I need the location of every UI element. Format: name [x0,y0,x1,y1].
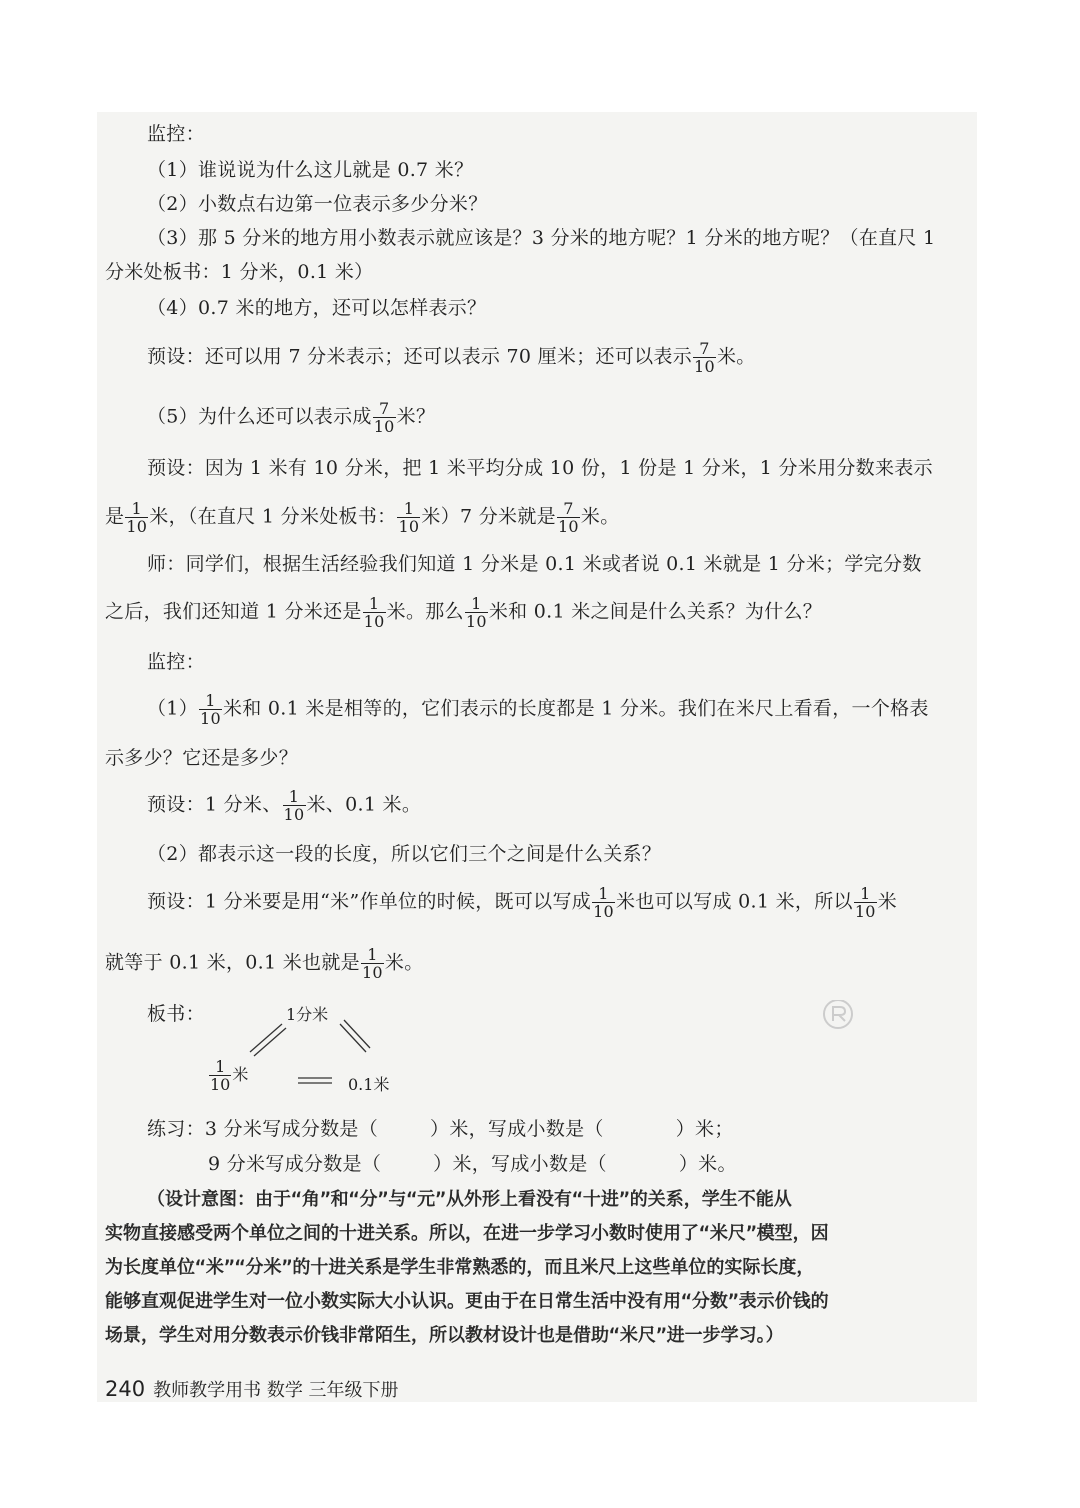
exercise-2-text-b: ）米，写成小数是（ [433,1153,607,1175]
question-5 [147,400,1007,435]
fraction-numerator: 1 [288,787,300,806]
book-title: 教师教学用书 数学 三年级下册 [153,1380,399,1401]
monitor-1-text-b: 米和 0.1 米是相等的，它们表示的长度都是 1 分米。我们在米尺上看看，一个格表 [222,697,929,720]
fraction-numerator: 1 [131,499,143,518]
fraction-1-10 [283,788,306,823]
exercise-1-text-c: ）米； [675,1118,734,1140]
question-4: （4）0.7 米的地方，还可以怎样表示？ [147,297,487,319]
board-left-unit: 米 [232,1065,249,1084]
fraction-1-10 [465,595,488,630]
fraction-denominator: 10 [398,517,420,536]
teacher-text-a: 之后，我们还知道 1 分米还是 [105,600,362,623]
preset-1 [147,340,1007,375]
fraction-1-10 [209,1058,231,1093]
preset-2-text-a: 是 [105,505,125,528]
teacher-text-b: 米。那么 [386,600,464,623]
exercise-1-text-a: 练习：3 分米写成分数是（ [147,1118,379,1140]
teacher-line-2 [105,595,965,630]
fraction-denominator: 10 [210,1075,231,1094]
board-right-label: 0.1米 [348,1075,390,1094]
registered-watermark-icon [780,1000,880,1060]
fraction-7-10 [557,500,580,535]
preset-2-text-b: 米，（在直尺 1 分米处板书： [149,505,397,528]
preset-2-line-1: 预设：因为 1 米有 10 分米，把 1 米平均分成 10 份，1 份是 1 分米，1 分米用分数来表示 [147,457,933,479]
preset-4-text-a: 预设：1 分米要是用“米”作单位的时候，既可以写成 [147,890,592,913]
fraction-denominator: 10 [283,805,305,824]
exercise-1 [147,1117,1007,1141]
preset-4-text-e: 米。 [384,951,424,974]
fraction-numerator: 7 [378,399,390,418]
design-intent-line-1: （设计意图：由于“角”和“分”与“元”从外形上看没有“十进”的关系，学生不能从 [147,1189,792,1210]
fraction-numerator: 1 [367,945,378,964]
fraction-numerator: 1 [368,594,380,613]
monitor-answer-1-line-2: 示多少？它还是多少？ [105,747,299,769]
fraction-denominator: 10 [593,902,615,921]
exercise-2-text-c: ）米。 [678,1153,737,1175]
board-left-fraction [208,1058,248,1093]
fraction-denominator: 10 [557,517,579,536]
fraction-denominator: 10 [694,357,715,376]
question-5-text-b: 米？ [396,405,436,428]
fraction-denominator: 10 [200,709,221,728]
monitor-1-text-a: （1） [147,697,198,720]
preset-4-line-1 [147,885,1007,920]
fraction-numerator: 1 [471,594,482,613]
question-3-line-1: （3）那 5 分米的地方用小数表示就应该是？3 分米的地方呢？1 分米的地方呢？（在直尺 1 [147,227,936,249]
fraction-1-10 [592,885,615,920]
preset-2-text-d: 米。 [580,505,620,528]
fraction-numerator: 1 [860,884,871,903]
fraction-7-10 [693,340,716,375]
fraction-numerator: 1 [215,1057,226,1076]
preset-3-text-a: 预设：1 分米、 [147,793,282,816]
board-label: 板书： [147,1003,205,1025]
preset-2-line-2 [105,500,965,535]
monitor-heading-2: 监控： [147,651,205,673]
design-intent-line-3: 为长度单位“米”“分米”的十进关系是学生非常熟悉的，而且米尺上这些单位的实际长度， [105,1257,815,1278]
fraction-1-10 [361,946,384,981]
question-1: （1）谁说说为什么这儿就是 0.7 米？ [147,159,474,181]
teacher-text-c: 米和 0.1 米之间是什么关系？为什么？ [488,600,823,623]
fraction-denominator: 10 [465,612,487,631]
fraction-7-10 [373,400,396,435]
preset-4-text-b: 米也可以写成 0.1 米，所以 [616,890,853,913]
question-3-line-2: 分米处板书：1 分米，0.1 米） [105,261,374,283]
fraction-1-10 [363,595,386,630]
board-top-label: 1分米 [286,1005,329,1024]
fraction-numerator: 1 [403,499,415,518]
preset-1-text-a: 预设：还可以用 7 分米表示；还可以表示 70 厘米；还可以表示 [147,345,693,368]
exercise-2-text-a: 9 分米写成分数是（ [208,1153,382,1175]
teacher-line-1: 师：同学们，根据生活经验我们知道 1 分米是 0.1 米或者说 0.1 米就是 1 分米；学完分数 [147,553,922,575]
preset-2-text-c: 米）7 分米就是 [421,505,556,528]
preset-3 [147,788,1007,823]
fraction-numerator: 7 [699,339,710,358]
fraction-1-10 [125,500,148,535]
design-intent-line-4: 能够直观促进学生对一位小数实际大小认识。更由于在日常生活中没有用“分数”表示价钱的 [105,1291,829,1312]
preset-4-line-2 [105,946,965,981]
fraction-1-10 [854,885,877,920]
fraction-denominator: 10 [854,902,876,921]
fraction-denominator: 10 [361,963,383,982]
fraction-denominator: 10 [373,417,395,436]
fraction-numerator: 1 [598,884,609,903]
preset-3-text-b: 米、0.1 米。 [306,793,422,816]
monitor-answer-2: （2）都表示这一段的长度，所以它们三个之间是什么关系？ [147,843,662,865]
page-footer [105,1376,399,1402]
fraction-numerator: 1 [205,691,216,710]
fraction-denominator: 10 [126,517,148,536]
design-intent-line-2: 实物直接感受两个单位之间的十进关系。所以，在进一步学习小数时使用了“米尺”模型，因 [105,1223,829,1244]
fraction-1-10 [397,500,420,535]
question-2: （2）小数点右边第一位表示多少分米？ [147,193,488,215]
design-intent-line-5: 场景，学生对用分数表示价钱非常陌生，所以教材设计也是借助“米尺”进一步学习。） [105,1325,784,1346]
preset-4-text-c: 米 [877,890,898,913]
exercise-2 [208,1152,1068,1176]
preset-4-text-d: 就等于 0.1 米，0.1 米也就是 [105,951,360,974]
page-number: 240 [105,1377,146,1401]
exercise-1-text-b: ）米，写成小数是（ [430,1118,604,1140]
monitor-heading-1: 监控： [147,123,205,145]
question-5-text-a: （5）为什么还可以表示成 [147,405,372,428]
preset-1-text-b: 米。 [717,345,756,368]
monitor-answer-1-line-1 [147,692,1007,727]
fraction-1-10 [199,692,222,727]
fraction-numerator: 7 [563,499,574,518]
fraction-denominator: 10 [363,612,385,631]
board-diagram [200,1000,400,1100]
